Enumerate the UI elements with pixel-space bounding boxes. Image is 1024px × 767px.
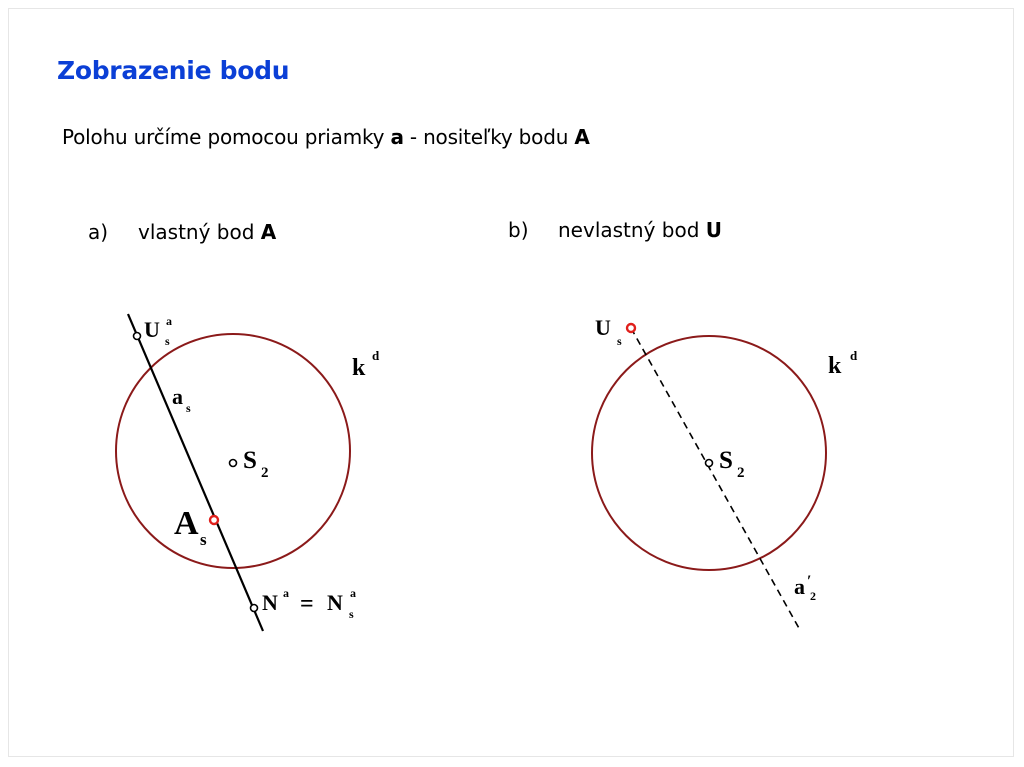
label-k-a: k	[352, 355, 366, 381]
label-A: A	[174, 505, 199, 542]
label-S-a: S	[243, 447, 257, 474]
center-S2-marker-a	[230, 460, 237, 467]
label-as-sub: s	[186, 401, 191, 415]
label-N: N	[262, 590, 278, 615]
diagram-a	[116, 314, 380, 631]
intro-mid: - nositeľky bodu	[403, 125, 575, 149]
label-equals: =	[300, 591, 314, 617]
label-U-a-sub: s	[165, 334, 170, 348]
label-S-a-sub: 2	[261, 465, 269, 481]
point-A-marker	[210, 516, 218, 524]
line-a2-prime	[631, 328, 800, 630]
case-a-bold: A	[260, 220, 277, 244]
label-S-b: S	[719, 447, 733, 474]
intro-text: Polohu určíme pomocou priamky	[62, 125, 391, 149]
circle-kd-b	[592, 336, 826, 570]
point-N-marker	[251, 605, 258, 612]
label-a2: a	[794, 574, 805, 599]
label-as: a	[172, 384, 183, 409]
label-k-b: k	[828, 353, 842, 379]
label-U-a-sup: a	[166, 314, 172, 328]
label-N-sup: a	[283, 586, 289, 600]
point-U-marker	[134, 333, 141, 340]
label-Ns-sup: a	[350, 586, 356, 600]
label-U-b-sub: s	[617, 334, 622, 348]
case-b-bold: U	[705, 218, 722, 242]
label-A-sub: s	[200, 530, 207, 549]
label-a2-prime: ′	[807, 573, 812, 590]
slide-title: Zobrazenie bodu	[57, 56, 290, 85]
label-a2-sub: 2	[810, 589, 816, 603]
diagram-b	[592, 315, 858, 630]
label-Ns-sub: s	[349, 607, 354, 621]
label-Ns: N	[327, 590, 343, 615]
center-S2-marker-b	[706, 460, 713, 467]
label-S-b-sub: 2	[737, 465, 745, 481]
case-b-text: nevlastný bod	[558, 218, 706, 242]
intro-point-A: A	[574, 125, 590, 149]
label-U-b: U	[595, 315, 611, 340]
label-k-b-sup: d	[850, 348, 858, 363]
point-Us-marker	[627, 324, 635, 332]
case-b-marker: b)	[508, 218, 529, 242]
label-U-a: U	[144, 317, 160, 342]
case-a-text: vlastný bod	[138, 220, 261, 244]
intro-line-a: a	[390, 125, 404, 149]
case-a-marker: a)	[88, 220, 109, 244]
label-k-a-sup: d	[372, 348, 380, 363]
